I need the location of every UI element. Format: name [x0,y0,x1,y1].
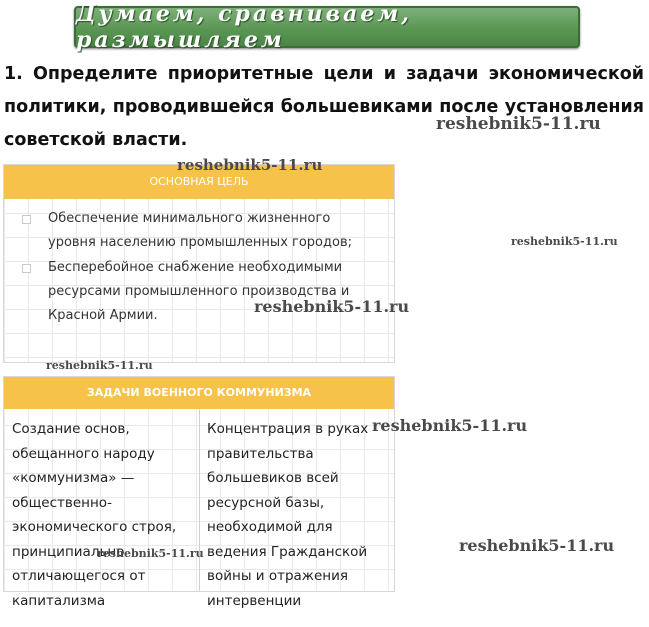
question-text: 1. Определите приоритетные цели и задачи экономической политики, проводившейся большевиками после установления советской власти. [4,64,644,150]
banner-title: Думаем, сравниваем, размышляем [76,1,412,53]
watermark: reshebnik5-11.ru [177,156,323,174]
tasks-card-header: ЗАДАЧИ ВОЕННОГО КОММУНИЗМА [4,377,394,409]
task-left-text: Создание основ, обещанного народу «коммунизма» — общественно-экономического строя, принципиально отличающегося от капитализма [12,421,177,609]
goal-item-text: Бесперебойное снабжение необходимыми ресурсами промышленного производства и Красной Армии. [48,260,350,323]
watermark: reshebnik5-11.ru [254,297,410,316]
watermark: reshebnik5-11.ru [459,536,615,555]
square-bullet-icon [22,215,31,224]
column-divider [199,409,200,591]
watermark: reshebnik5-11.ru [97,547,204,560]
goal-item-text: Обеспечение минимального жизненного уровня населению промышленных городов; [48,211,352,250]
goal-card-header: ОСНОВНАЯ ЦЕЛЬ [4,165,394,199]
section-banner [74,1,580,53]
goal-card [3,164,395,363]
watermark: reshebnik5-11.ru [372,416,528,435]
square-bullet-icon [22,264,31,273]
watermark: reshebnik5-11.ru [46,359,153,372]
task-right-text: Концентрация в руках правительства большевиков всей ресурсной базы, необходимой для ведения Гражданской войны и отражения интервенции [207,421,369,609]
goal-item [22,207,367,255]
watermark: reshebnik5-11.ru [436,114,601,134]
watermark: reshebnik5-11.ru [511,235,618,248]
goal-item [22,256,367,328]
